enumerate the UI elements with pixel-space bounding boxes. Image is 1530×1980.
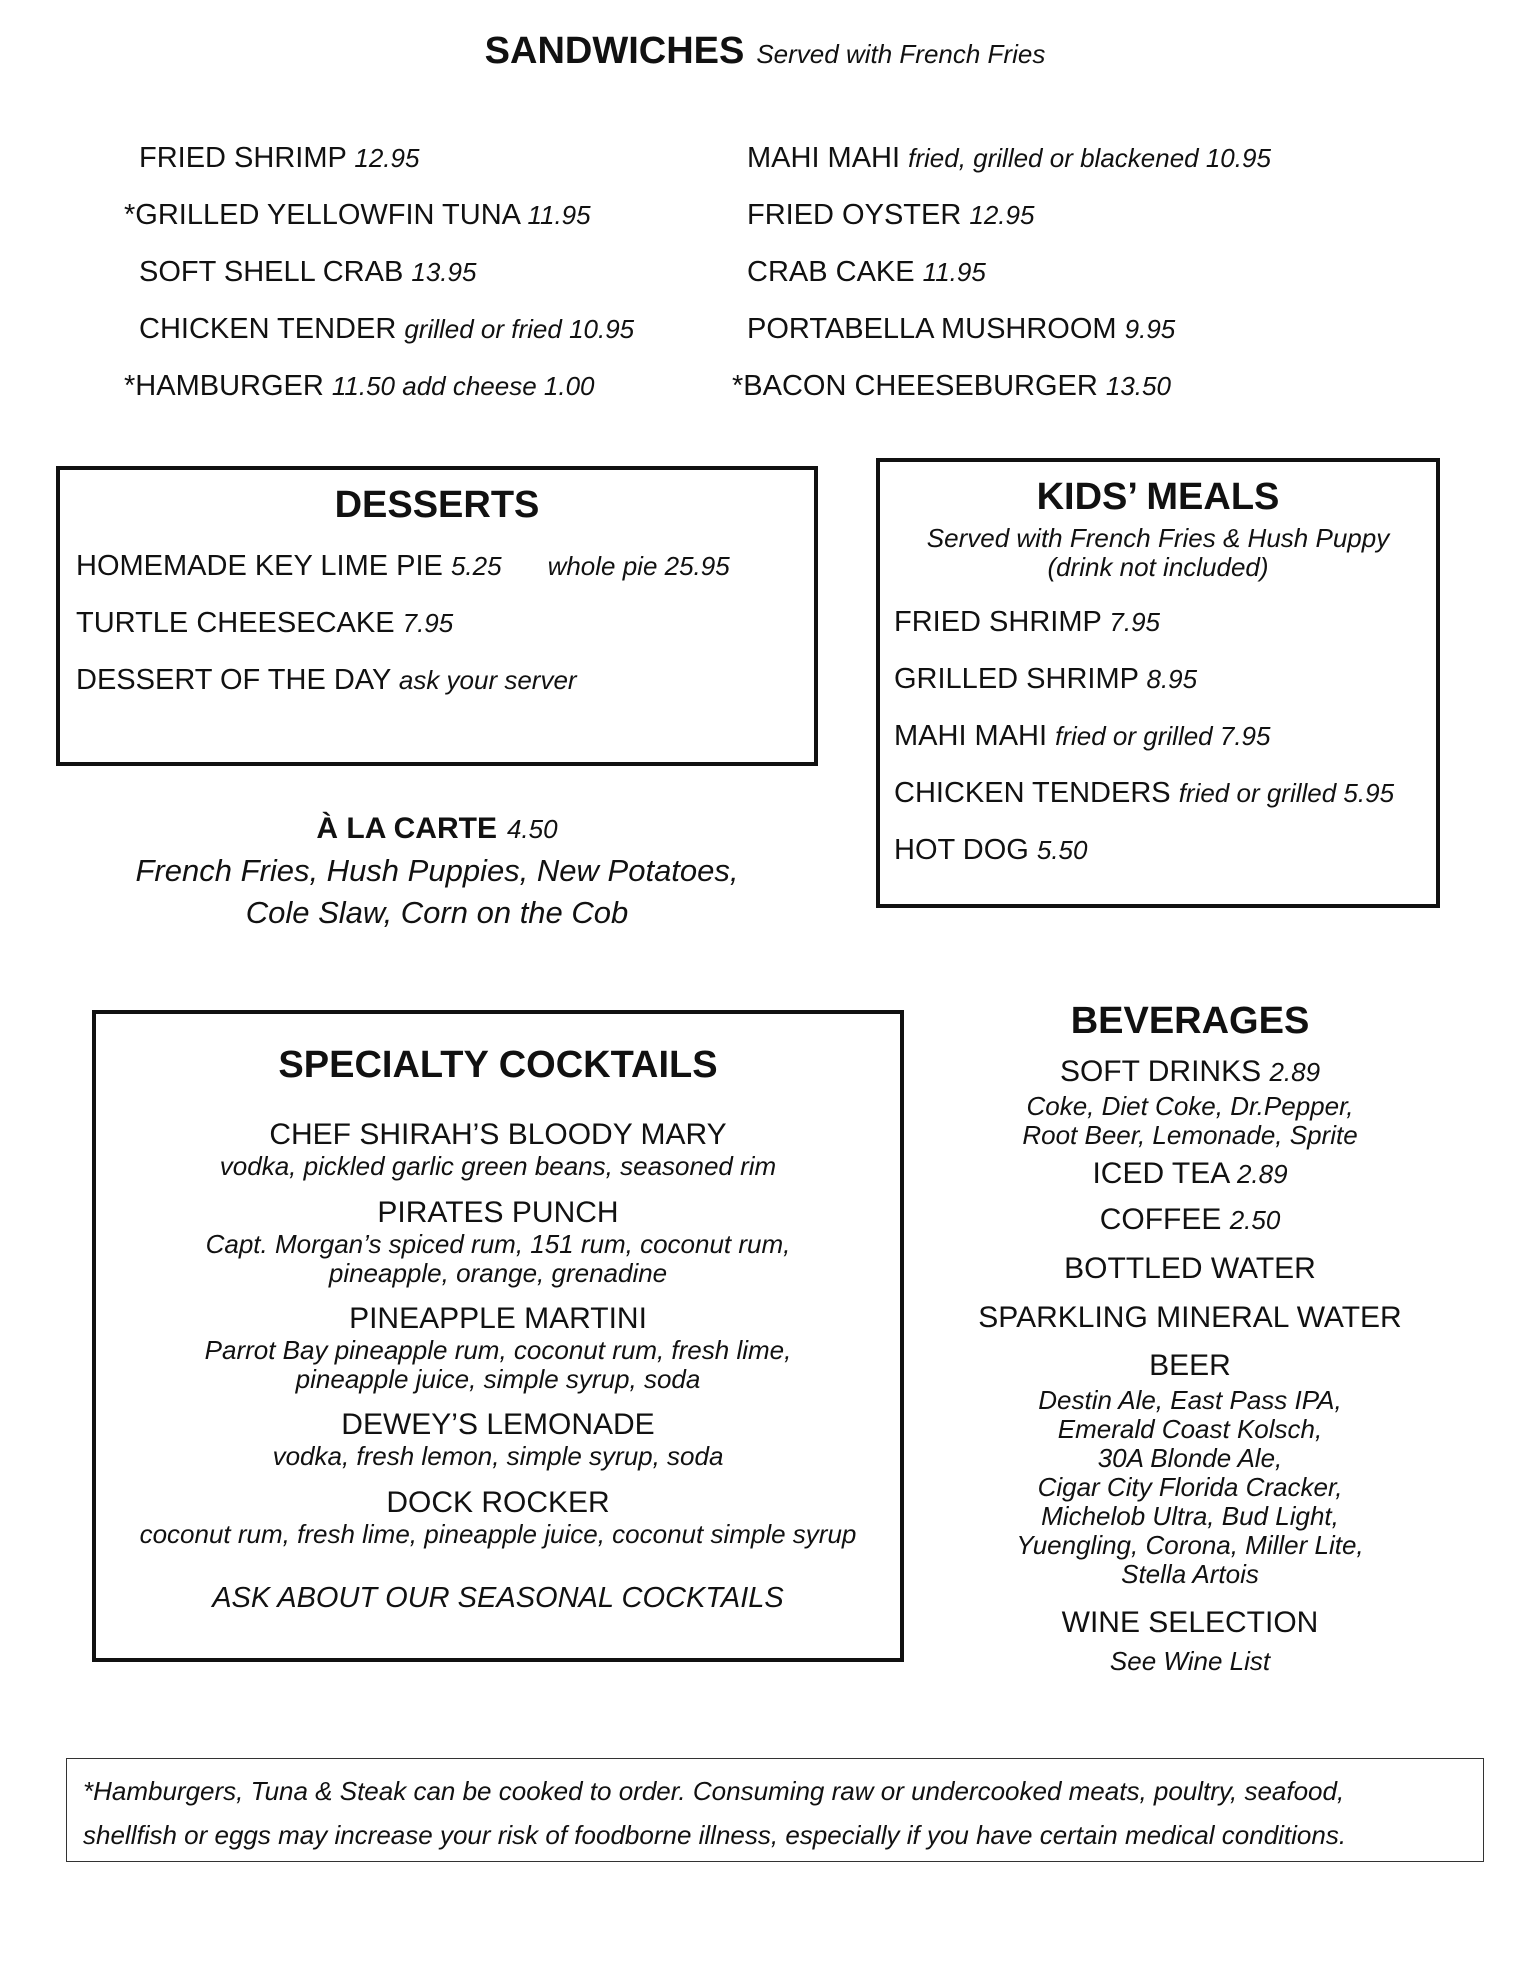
cocktail-description: coconut rum, fresh lime, pineapple juice, coconut simple syrup <box>139 1519 857 1549</box>
item-price: 5.50 <box>1036 835 1088 865</box>
beer-line: Yuengling, Corona, Miller Lite, <box>1016 1530 1364 1560</box>
beverage-name: ICED TEA <box>1092 1157 1229 1190</box>
cocktail-name: CHEF SHIRAH’S BLOODY MARY <box>269 1118 727 1151</box>
beverage-item <box>960 1298 1420 1338</box>
sandwich-item <box>747 256 986 289</box>
sandwich-item <box>124 199 591 232</box>
beverage-name: COFFEE <box>1099 1203 1222 1236</box>
beverage-description: Coke, Diet Coke, Dr.Pepper, <box>1026 1091 1354 1121</box>
item-name: *HAMBURGER <box>124 370 324 402</box>
item-price: 7.95 <box>402 608 454 638</box>
sandwich-item <box>139 142 419 175</box>
item-name: CRAB CAKE <box>747 256 915 288</box>
item-name: FRIED OYSTER <box>747 199 962 231</box>
beverage-description: Root Beer, Lemonade, Sprite <box>1022 1120 1358 1150</box>
dessert-item <box>76 664 577 697</box>
item-name: MAHI MAHI <box>894 720 1048 752</box>
sandwich-item <box>732 370 1171 403</box>
sandwiches-subtitle: Served with French Fries <box>756 39 1046 69</box>
sandwich-item <box>747 199 1034 232</box>
health-disclaimer <box>66 1758 1484 1862</box>
item-price: 12.95 <box>969 200 1035 230</box>
item-name: TURTLE CHEESECAKE <box>76 607 395 639</box>
item-name: *BACON CHEESEBURGER <box>732 370 1098 402</box>
beverage-price: 2.89 <box>1236 1159 1288 1189</box>
item-price: 5.25 <box>450 551 502 581</box>
item-price: 13.95 <box>411 257 477 287</box>
beverage-item <box>960 1200 1420 1240</box>
beverage-price: 2.50 <box>1229 1205 1281 1235</box>
item-price: ask your server <box>398 665 577 695</box>
item-name: MAHI MAHI <box>747 142 901 174</box>
cocktail-item <box>96 1196 900 1288</box>
beverage-name: BEER <box>1149 1349 1231 1382</box>
item-price: 9.95 <box>1124 314 1176 344</box>
alacarte-section <box>56 812 818 934</box>
dessert-item <box>76 550 730 583</box>
beer-line: Cigar City Florida Cracker, <box>1037 1472 1343 1502</box>
beverage-price: 2.89 <box>1269 1057 1321 1087</box>
beer-line: Michelob Ultra, Bud Light, <box>1041 1501 1339 1531</box>
item-price: 8.95 <box>1146 664 1198 694</box>
sandwiches-header <box>0 30 1530 73</box>
item-price: 12.95 <box>354 143 420 173</box>
item-price: 11.95 <box>527 200 591 230</box>
kids-subtitle-line: Served with French Fries & Hush Puppy <box>926 523 1390 553</box>
kids-meals-title: KIDS’ MEALS <box>1036 476 1280 518</box>
item-name: HOMEMADE KEY LIME PIE <box>76 550 443 582</box>
beverage-item <box>960 1346 1420 1589</box>
beer-line: Emerald Coast Kolsch, <box>1057 1414 1323 1444</box>
item-price: 11.50 add cheese 1.00 <box>331 371 595 401</box>
item-price: 11.95 <box>922 257 986 287</box>
alacarte-title: À LA CARTE <box>316 812 497 845</box>
item-name: CHICKEN TENDER <box>139 313 397 345</box>
sandwich-item <box>747 313 1175 346</box>
beverage-item <box>960 1052 1420 1150</box>
beverage-name: BOTTLED WATER <box>1064 1252 1316 1285</box>
sandwich-item <box>139 313 634 346</box>
cocktail-item <box>96 1486 900 1549</box>
beverage-name: SOFT DRINKS <box>1059 1055 1262 1088</box>
sandwich-item <box>124 370 595 403</box>
disclaimer-line: *Hamburgers, Tuna & Steak can be cooked to order. Consuming raw or undercooked meats, poultry, seafood, <box>83 1776 1345 1806</box>
kids-item <box>894 720 1270 753</box>
item-name: FRIED SHRIMP <box>894 606 1102 638</box>
alacarte-price: 4.50 <box>506 814 558 844</box>
item-price: fried or grilled 5.95 <box>1178 778 1395 808</box>
kids-meals-section <box>876 458 1440 908</box>
cocktail-item <box>96 1302 900 1394</box>
kids-item <box>894 834 1087 867</box>
beverage-item <box>960 1154 1420 1194</box>
item-name: FRIED SHRIMP <box>139 142 347 174</box>
disclaimer-line: shellfish or eggs may increase your risk of foodborne illness, especially if you have certain medical conditions. <box>83 1820 1347 1850</box>
beverage-description: See Wine List <box>1109 1646 1271 1676</box>
alacarte-line: French Fries, Hush Puppies, New Potatoes, <box>135 853 739 888</box>
kids-item <box>894 663 1197 696</box>
beer-line: Stella Artois <box>1121 1559 1259 1589</box>
cocktail-name: DOCK ROCKER <box>386 1486 610 1519</box>
dessert-item <box>76 607 453 640</box>
item-price: 13.50 <box>1105 371 1171 401</box>
cocktail-name: PIRATES PUNCH <box>377 1196 619 1229</box>
item-name: SOFT SHELL CRAB <box>139 256 404 288</box>
item-name: HOT DOG <box>894 834 1029 866</box>
kids-item <box>894 606 1160 639</box>
cocktail-item <box>96 1408 900 1471</box>
beverages-section <box>960 996 1420 1676</box>
item-name: *GRILLED YELLOWFIN TUNA <box>124 199 520 231</box>
desserts-section <box>56 466 818 766</box>
beverage-name: SPARKLING MINERAL WATER <box>978 1301 1402 1334</box>
kids-item <box>894 777 1394 810</box>
beverage-item <box>960 1603 1420 1676</box>
item-price: fried, grilled or blackened 10.95 <box>908 143 1271 173</box>
beverage-name: WINE SELECTION <box>1061 1606 1319 1639</box>
cocktail-description: Parrot Bay pineapple rum, coconut rum, fresh lime, <box>204 1335 792 1365</box>
cocktail-name: DEWEY’S LEMONADE <box>341 1408 655 1441</box>
cocktail-description: Capt. Morgan’s spiced rum, 151 rum, coconut rum, <box>205 1229 791 1259</box>
cocktail-description: pineapple juice, simple syrup, soda <box>295 1364 701 1394</box>
sandwich-item <box>139 256 476 289</box>
beer-line: Destin Ale, East Pass IPA, <box>1038 1385 1342 1415</box>
cocktail-description: vodka, fresh lemon, simple syrup, soda <box>272 1441 724 1471</box>
item-name: DESSERT OF THE DAY <box>76 664 391 696</box>
cocktails-section <box>92 1010 904 1662</box>
cocktail-description: pineapple, orange, grenadine <box>328 1258 668 1288</box>
beer-line: 30A Blonde Ale, <box>1097 1443 1283 1473</box>
kids-meals-subtitle <box>880 524 1436 582</box>
item-name: CHICKEN TENDERS <box>894 777 1171 809</box>
sandwich-item <box>747 142 1271 175</box>
item-extra-price: whole pie 25.95 <box>547 551 730 581</box>
cocktails-title: SPECIALTY COCKTAILS <box>278 1044 718 1086</box>
cocktail-description: vodka, pickled garlic green beans, seasoned rim <box>219 1151 777 1181</box>
item-price: grilled or fried 10.95 <box>404 314 635 344</box>
desserts-title: DESSERTS <box>334 484 540 526</box>
item-price: 7.95 <box>1109 607 1160 637</box>
item-name: GRILLED SHRIMP <box>894 663 1139 695</box>
seasonal-cocktails-note: ASK ABOUT OUR SEASONAL COCKTAILS <box>212 1582 784 1614</box>
kids-subtitle-line: (drink not included) <box>1047 552 1269 582</box>
beverage-item <box>960 1249 1420 1289</box>
cocktail-name: PINEAPPLE MARTINI <box>349 1302 647 1335</box>
beverages-title: BEVERAGES <box>1070 1000 1310 1042</box>
sandwiches-title: SANDWICHES <box>484 30 745 72</box>
item-price: fried or grilled 7.95 <box>1055 721 1271 751</box>
alacarte-line: Cole Slaw, Corn on the Cob <box>245 895 629 930</box>
item-name: PORTABELLA MUSHROOM <box>747 313 1117 345</box>
cocktail-item <box>96 1118 900 1181</box>
